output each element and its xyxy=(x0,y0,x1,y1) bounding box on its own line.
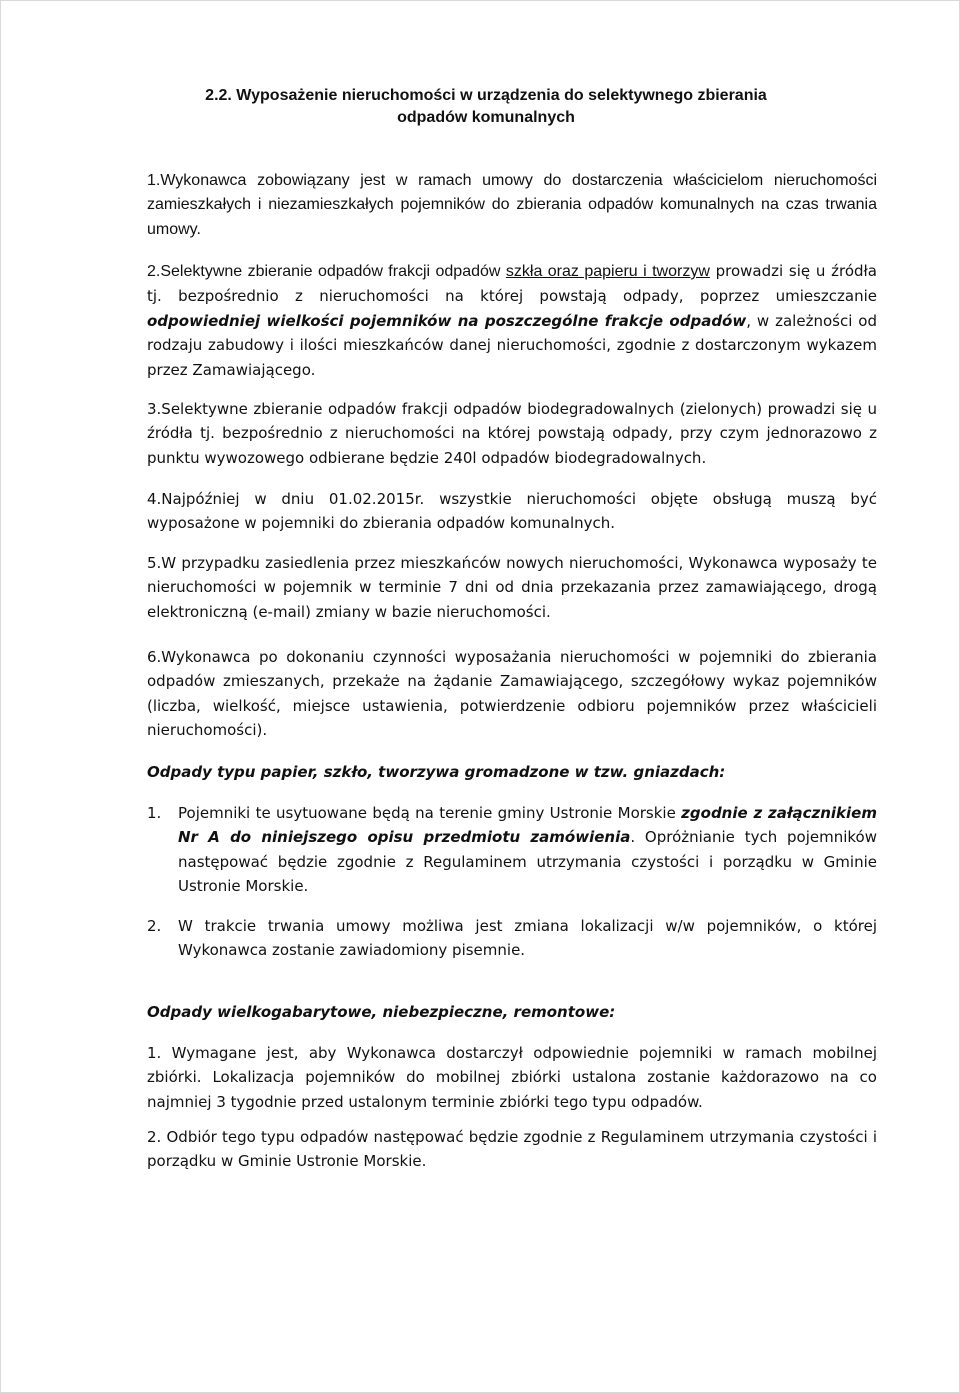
paragraph-2-part-b: prowadzi się u źródła tj. bezpośrednio z nieruchomości na której powstają odpady, poprzez umieszczanie xyxy=(147,262,877,306)
paragraph-w2: 2. Odbiór tego typu odpadów następować będzie zgodnie z Regulaminem utrzymania czystości i porządku w Gminie Ustronie Morskie. xyxy=(147,1128,877,1171)
paragraph-3: 3.Selektywne zbieranie odpadów frakcji odpadów biodegradowalnych (zielonych) prowadzi się u źródła tj. bezpośrednio z nieruchomości na której powstają odpady, przy czym jednorazowo z punktu wywozowego odbierane będzie 240l odpadów biodegradowalnych. xyxy=(147,400,877,467)
section-title-line2: odpadów komunalnych xyxy=(397,109,575,126)
list-item xyxy=(147,801,877,899)
list-item-text-a: Pojemniki te usytuowane będą na terenie gminy Ustronie Morskie xyxy=(178,804,682,822)
list-number: 2. xyxy=(147,917,162,935)
paragraph-w1: 1. Wymagane jest, aby Wykonawca dostarczył odpowiednie pojemniki w ramach mobilnej zbiórki. Lokalizacja pojemników do mobilnej zbiórki ustalona zostanie każdorazowo na co najmniej 3 tygodnie przed ustalonym terminie zbiórki tego typu odpadów. xyxy=(147,1044,877,1111)
paragraph-2-emphasis: odpowiedniej wielkości pojemników na poszczególne frakcje odpadów xyxy=(147,311,747,330)
list-number: 1. xyxy=(147,804,162,822)
paragraph-1: 1.Wykonawca zobowiązany jest w ramach umowy do dostarczenia właścicielom nieruchomości zamieszkałych i niezamieszkałych pojemników do zbierania odpadów komunalnych na czas trwania umowy. xyxy=(147,172,877,238)
section-title-line1: 2.2. Wyposażenie nieruchomości w urządzenia do selektywnego zbierania xyxy=(205,87,767,104)
list-item-emphasis: zgodnie z załącznikiem Nr A do niniejszego opisu przedmiotu zamówienia xyxy=(178,804,877,847)
paragraph-2 xyxy=(147,259,877,382)
section-title xyxy=(151,85,821,129)
list-item-text-b: . Opróżnianie tych pojemników następować będzie zgodnie z Regulaminem utrzymania czystości i porządku w Gminie Ustronie Morskie. xyxy=(178,828,877,896)
paragraph-6: 6.Wykonawca po dokonaniu czynności wyposażania nieruchomości w pojemniki do zbierania odpadów zmieszanych, przekaże na żądanie Zamawiającego, szczegółowy wykaz pojemników (liczba, wielkość, miejsce ustawienia, potwierdzenie odbioru pojemników przez właścicieli nieruchomości). xyxy=(147,648,877,740)
heading-gniazda: Odpady typu papier, szkło, tworzywa gromadzone w tzw. gniazdach: xyxy=(147,763,726,781)
paragraph-5: 5.W przypadku zasiedlenia przez mieszkańców nowych nieruchomości, Wykonawca wyposaży te nieruchomości w pojemnik w terminie 7 dni od dnia przekazania przez zamawiającego, drogą elektroniczną (e-mail) zmiany w bazie nieruchomości. xyxy=(147,554,877,621)
list-item xyxy=(147,914,877,963)
paragraph-2-part-c: , w zależności od rodzaju zabudowy i ilości mieszkańców danej nieruchomości, zgodnie z dostarczonym wykazem przez Zamawiającego. xyxy=(147,311,877,379)
heading-wielkogabarytowe: Odpady wielkogabarytowe, niebezpieczne, remontowe: xyxy=(147,1003,616,1021)
paragraph-4: 4.Najpóźniej w dniu 01.02.2015r. wszystkie nieruchomości objęte obsługą muszą być wyposażone w pojemniki do zbierania odpadów komunalnych. xyxy=(147,490,877,533)
paragraph-2-part-a: 2.Selektywne zbieranie odpadów frakcji odpadów xyxy=(147,263,506,280)
paragraph-2-underlined: szkła oraz papieru i tworzyw xyxy=(505,263,710,280)
list-item-text-a: W trakcie trwania umowy możliwa jest zmiana lokalizacji w/w pojemników, o której Wykonawca zostanie zawiadomiony pisemnie. xyxy=(178,917,877,960)
